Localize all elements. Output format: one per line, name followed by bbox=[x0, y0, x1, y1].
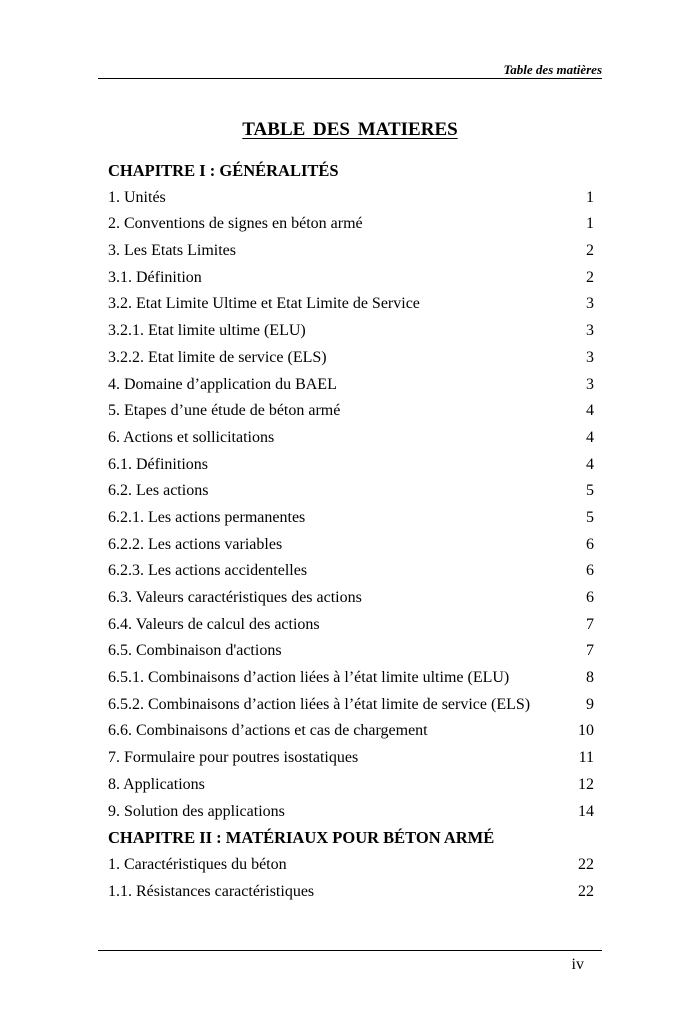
toc-list bbox=[108, 158, 594, 905]
toc-entry-label: 6.3. Valeurs caractéristiques des actions bbox=[108, 589, 362, 606]
toc-entry bbox=[108, 505, 594, 532]
toc-entry-page: 3 bbox=[586, 348, 594, 366]
toc-entry-page: 5 bbox=[586, 482, 594, 500]
toc-entry-page: 3 bbox=[586, 375, 594, 393]
toc-entry-label: 8. Applications bbox=[108, 775, 205, 793]
toc-entry-label: 4. Domaine d’application du BAEL bbox=[108, 375, 337, 393]
toc-entry bbox=[108, 745, 594, 772]
toc-entry-page: 22 bbox=[578, 855, 594, 873]
toc-entry-label: 6.2.3. Les actions accidentelles bbox=[108, 562, 308, 580]
toc-entry bbox=[108, 612, 594, 639]
toc-entry-label: 6. Actions et sollicitations bbox=[108, 428, 275, 446]
toc-entry-page: 6 bbox=[586, 535, 594, 553]
toc-entry-label: 2. Conventions de signes en béton armé bbox=[108, 215, 363, 233]
toc-entry-page: 7 bbox=[586, 615, 594, 633]
toc-entry bbox=[108, 345, 594, 372]
toc-entry bbox=[108, 879, 594, 906]
toc-entry-page: 4 bbox=[586, 402, 594, 420]
toc-entry-page: 5 bbox=[586, 508, 594, 526]
footer-rule bbox=[98, 950, 602, 951]
toc-entry-label: 1. Caractéristiques du béton bbox=[108, 855, 287, 873]
toc-entry-label: 6.4. Valeurs de calcul des actions bbox=[108, 615, 320, 633]
toc-entry bbox=[108, 799, 594, 826]
toc-entry-label: 9. Solution des applications bbox=[108, 802, 285, 820]
toc-entry-page: 4 bbox=[586, 455, 594, 473]
toc-entry-label: 5. Etapes d’une étude de béton armé bbox=[108, 402, 341, 420]
toc-entry-page: 3 bbox=[586, 295, 594, 313]
toc-chapter-heading bbox=[108, 825, 594, 852]
toc-entry-page: 2 bbox=[586, 242, 594, 260]
toc-entry bbox=[108, 718, 594, 745]
toc-entry-page: 6 bbox=[586, 589, 594, 606]
toc-entry-label: 3. Les Etats Limites bbox=[108, 242, 236, 260]
toc-entry bbox=[108, 852, 594, 879]
toc-entry-page: 7 bbox=[586, 642, 594, 660]
toc-entry bbox=[108, 665, 594, 692]
header-rule bbox=[98, 78, 602, 79]
toc-entry-page: 2 bbox=[586, 268, 594, 286]
toc-entry-label: 6.5.2. Combinaisons d’action liées à l’état limite de service (ELS) bbox=[108, 695, 531, 713]
toc-entry-label: 6.1. Définitions bbox=[108, 455, 208, 473]
toc-entry bbox=[108, 185, 594, 212]
toc-entry-label: 3.2.2. Etat limite de service (ELS) bbox=[108, 348, 327, 366]
toc-entry bbox=[108, 318, 594, 345]
toc-entry bbox=[108, 372, 594, 399]
toc-entry-label: 3.1. Définition bbox=[108, 268, 202, 286]
toc-entry bbox=[108, 211, 594, 238]
toc-entry bbox=[108, 478, 594, 505]
toc-entry bbox=[108, 291, 594, 318]
toc-entry bbox=[108, 452, 594, 479]
running-header: Table des matières bbox=[503, 62, 602, 77]
toc-entry-label: 6.6. Combinaisons d’actions et cas de chargement bbox=[108, 722, 428, 740]
toc-entry-page: 4 bbox=[586, 428, 594, 446]
toc-entry bbox=[108, 425, 594, 452]
toc-entry-page: 1 bbox=[586, 188, 594, 206]
toc-entry-page: 3 bbox=[586, 322, 594, 340]
toc-entry bbox=[108, 585, 594, 612]
toc-entry bbox=[108, 265, 594, 292]
toc-entry-label: 7. Formulaire pour poutres isostatiques bbox=[108, 749, 359, 767]
toc-entry-label: CHAPITRE II : MATÉRIAUX POUR BÉTON ARMÉ bbox=[108, 828, 495, 848]
toc-title: TABLE DES MATIERES bbox=[242, 119, 458, 140]
toc-entry-label: 3.2. Etat Limite Ultime et Etat Limite de Service bbox=[108, 295, 420, 313]
toc-entry-label: 6.5.1. Combinaisons d’action liées à l’état limite ultime (ELU) bbox=[108, 669, 510, 687]
toc-entry-page: 14 bbox=[578, 802, 594, 820]
toc-entry-label: 6.2. Les actions bbox=[108, 482, 209, 500]
toc-entry-page: 1 bbox=[586, 215, 594, 233]
toc-entry-label: 6.2.2. Les actions variables bbox=[108, 535, 283, 553]
toc-entry bbox=[108, 772, 594, 799]
toc-entry-label: 3.2.1. Etat limite ultime (ELU) bbox=[108, 322, 306, 340]
toc-entry bbox=[108, 558, 594, 585]
toc-chapter-heading bbox=[108, 158, 594, 185]
toc-entry-page: 10 bbox=[578, 722, 594, 740]
page-number: iv bbox=[571, 956, 584, 973]
toc-entry-page: 6 bbox=[586, 562, 594, 580]
toc-entry-page: 22 bbox=[578, 882, 594, 900]
toc-entry bbox=[108, 692, 594, 719]
toc-entry bbox=[108, 398, 594, 425]
toc-entry-page: 9 bbox=[586, 695, 594, 713]
toc-entry-page: 8 bbox=[586, 669, 594, 687]
toc-entry-label: 1. Unités bbox=[108, 188, 166, 206]
toc-entry bbox=[108, 238, 594, 265]
toc-entry bbox=[108, 532, 594, 559]
toc-entry-label: 6.2.1. Les actions permanentes bbox=[108, 508, 306, 526]
toc-entry-label: 6.5. Combinaison d'actions bbox=[108, 642, 282, 660]
toc-entry-label: CHAPITRE I : GÉNÉRALITÉS bbox=[108, 161, 339, 180]
toc-entry-page: 12 bbox=[578, 775, 594, 793]
toc-entry bbox=[108, 638, 594, 665]
toc-entry-label: 1.1. Résistances caractéristiques bbox=[108, 882, 315, 900]
toc-entry-page: 11 bbox=[578, 749, 594, 767]
